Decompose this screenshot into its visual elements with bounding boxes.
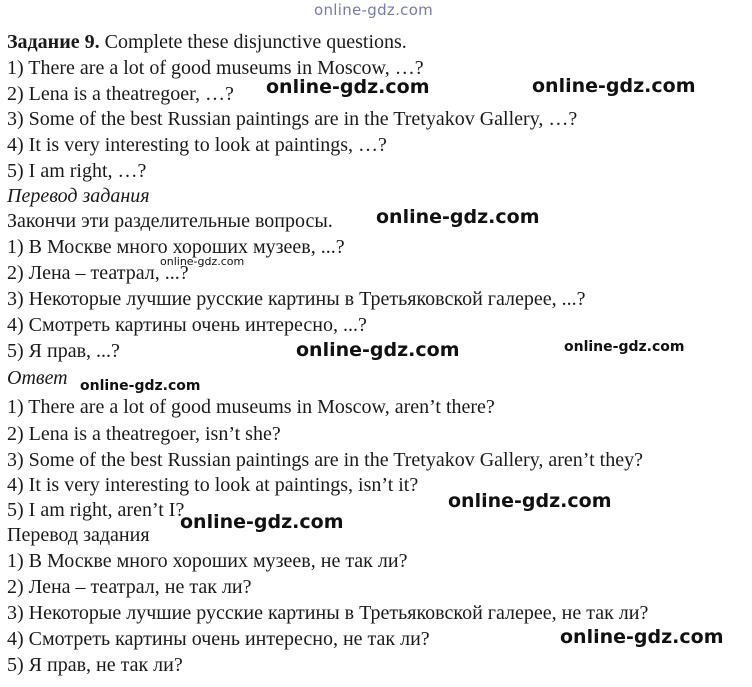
watermark-3: online-gdz.com xyxy=(376,206,540,228)
question-en-3: 3) Some of the best Russian paintings are in the Tretyakov Gallery, …? xyxy=(7,108,578,130)
question-en-2: 2) Lena is a theatregoer, …? xyxy=(7,83,234,105)
question-ru-4: 4) Смотреть картины очень интересно, ...? xyxy=(7,314,367,336)
task-title-line xyxy=(7,30,407,54)
task-instruction: Complete these disjunctive questions. xyxy=(104,31,407,53)
question-ru-3: 3) Некоторые лучшие русские картины в Третьяковской галерее, ...? xyxy=(7,288,586,310)
question-ru-5: 5) Я прав, ...? xyxy=(7,340,120,362)
answer-ru-2: 2) Лена – театрал, не так ли? xyxy=(7,576,252,598)
watermark-6: online-gdz.com xyxy=(564,339,685,355)
watermark-top: online-gdz.com xyxy=(314,1,434,19)
watermark-9: online-gdz.com xyxy=(180,511,344,533)
watermark-5: online-gdz.com xyxy=(296,339,460,361)
translation-instruction: Закончи эти разделительные вопросы. xyxy=(7,210,333,232)
watermark-2: online-gdz.com xyxy=(532,75,696,97)
answer-ru-4: 4) Смотреть картины очень интересно, не так ли? xyxy=(7,628,430,650)
answer-ru-1: 1) В Москве много хороших музеев, не так ли? xyxy=(7,550,408,572)
answer-en-4: 4) It is very interesting to look at paintings, isn’t it? xyxy=(7,474,419,496)
watermark-4: online-gdz.com xyxy=(160,255,245,268)
question-ru-2: 2) Лена – театрал, ...? xyxy=(7,262,189,284)
question-ru-1: 1) В Москве много хороших музеев, ...? xyxy=(7,236,345,258)
watermark-10: online-gdz.com xyxy=(560,626,724,648)
answer-ru-5: 5) Я прав, не так ли? xyxy=(7,654,183,676)
question-en-1: 1) There are a lot of good museums in Moscow, …? xyxy=(7,57,424,79)
watermark-8: online-gdz.com xyxy=(448,490,612,512)
answer-en-3: 3) Some of the best Russian paintings are in the Tretyakov Gallery, aren’t they? xyxy=(7,449,643,471)
translation-heading: Перевод задания xyxy=(7,185,150,207)
question-en-5: 5) I am right, …? xyxy=(7,160,147,182)
answer-heading: Ответ xyxy=(7,367,68,389)
answer-ru-3: 3) Некоторые лучшие русские картины в Третьяковской галерее, не так ли? xyxy=(7,602,649,624)
watermark-7: online-gdz.com xyxy=(80,378,201,394)
question-en-4: 4) It is very interesting to look at paintings, …? xyxy=(7,134,387,156)
watermark-1: online-gdz.com xyxy=(266,76,430,98)
task-heading: Задание 9. xyxy=(7,31,100,53)
answer-en-1: 1) There are a lot of good museums in Moscow, aren’t there? xyxy=(7,396,495,418)
answer-translation-heading: Перевод задания xyxy=(7,524,150,546)
answer-en-2: 2) Lena is a theatregoer, isn’t she? xyxy=(7,423,281,445)
answer-en-5: 5) I am right, aren’t I? xyxy=(7,499,185,521)
